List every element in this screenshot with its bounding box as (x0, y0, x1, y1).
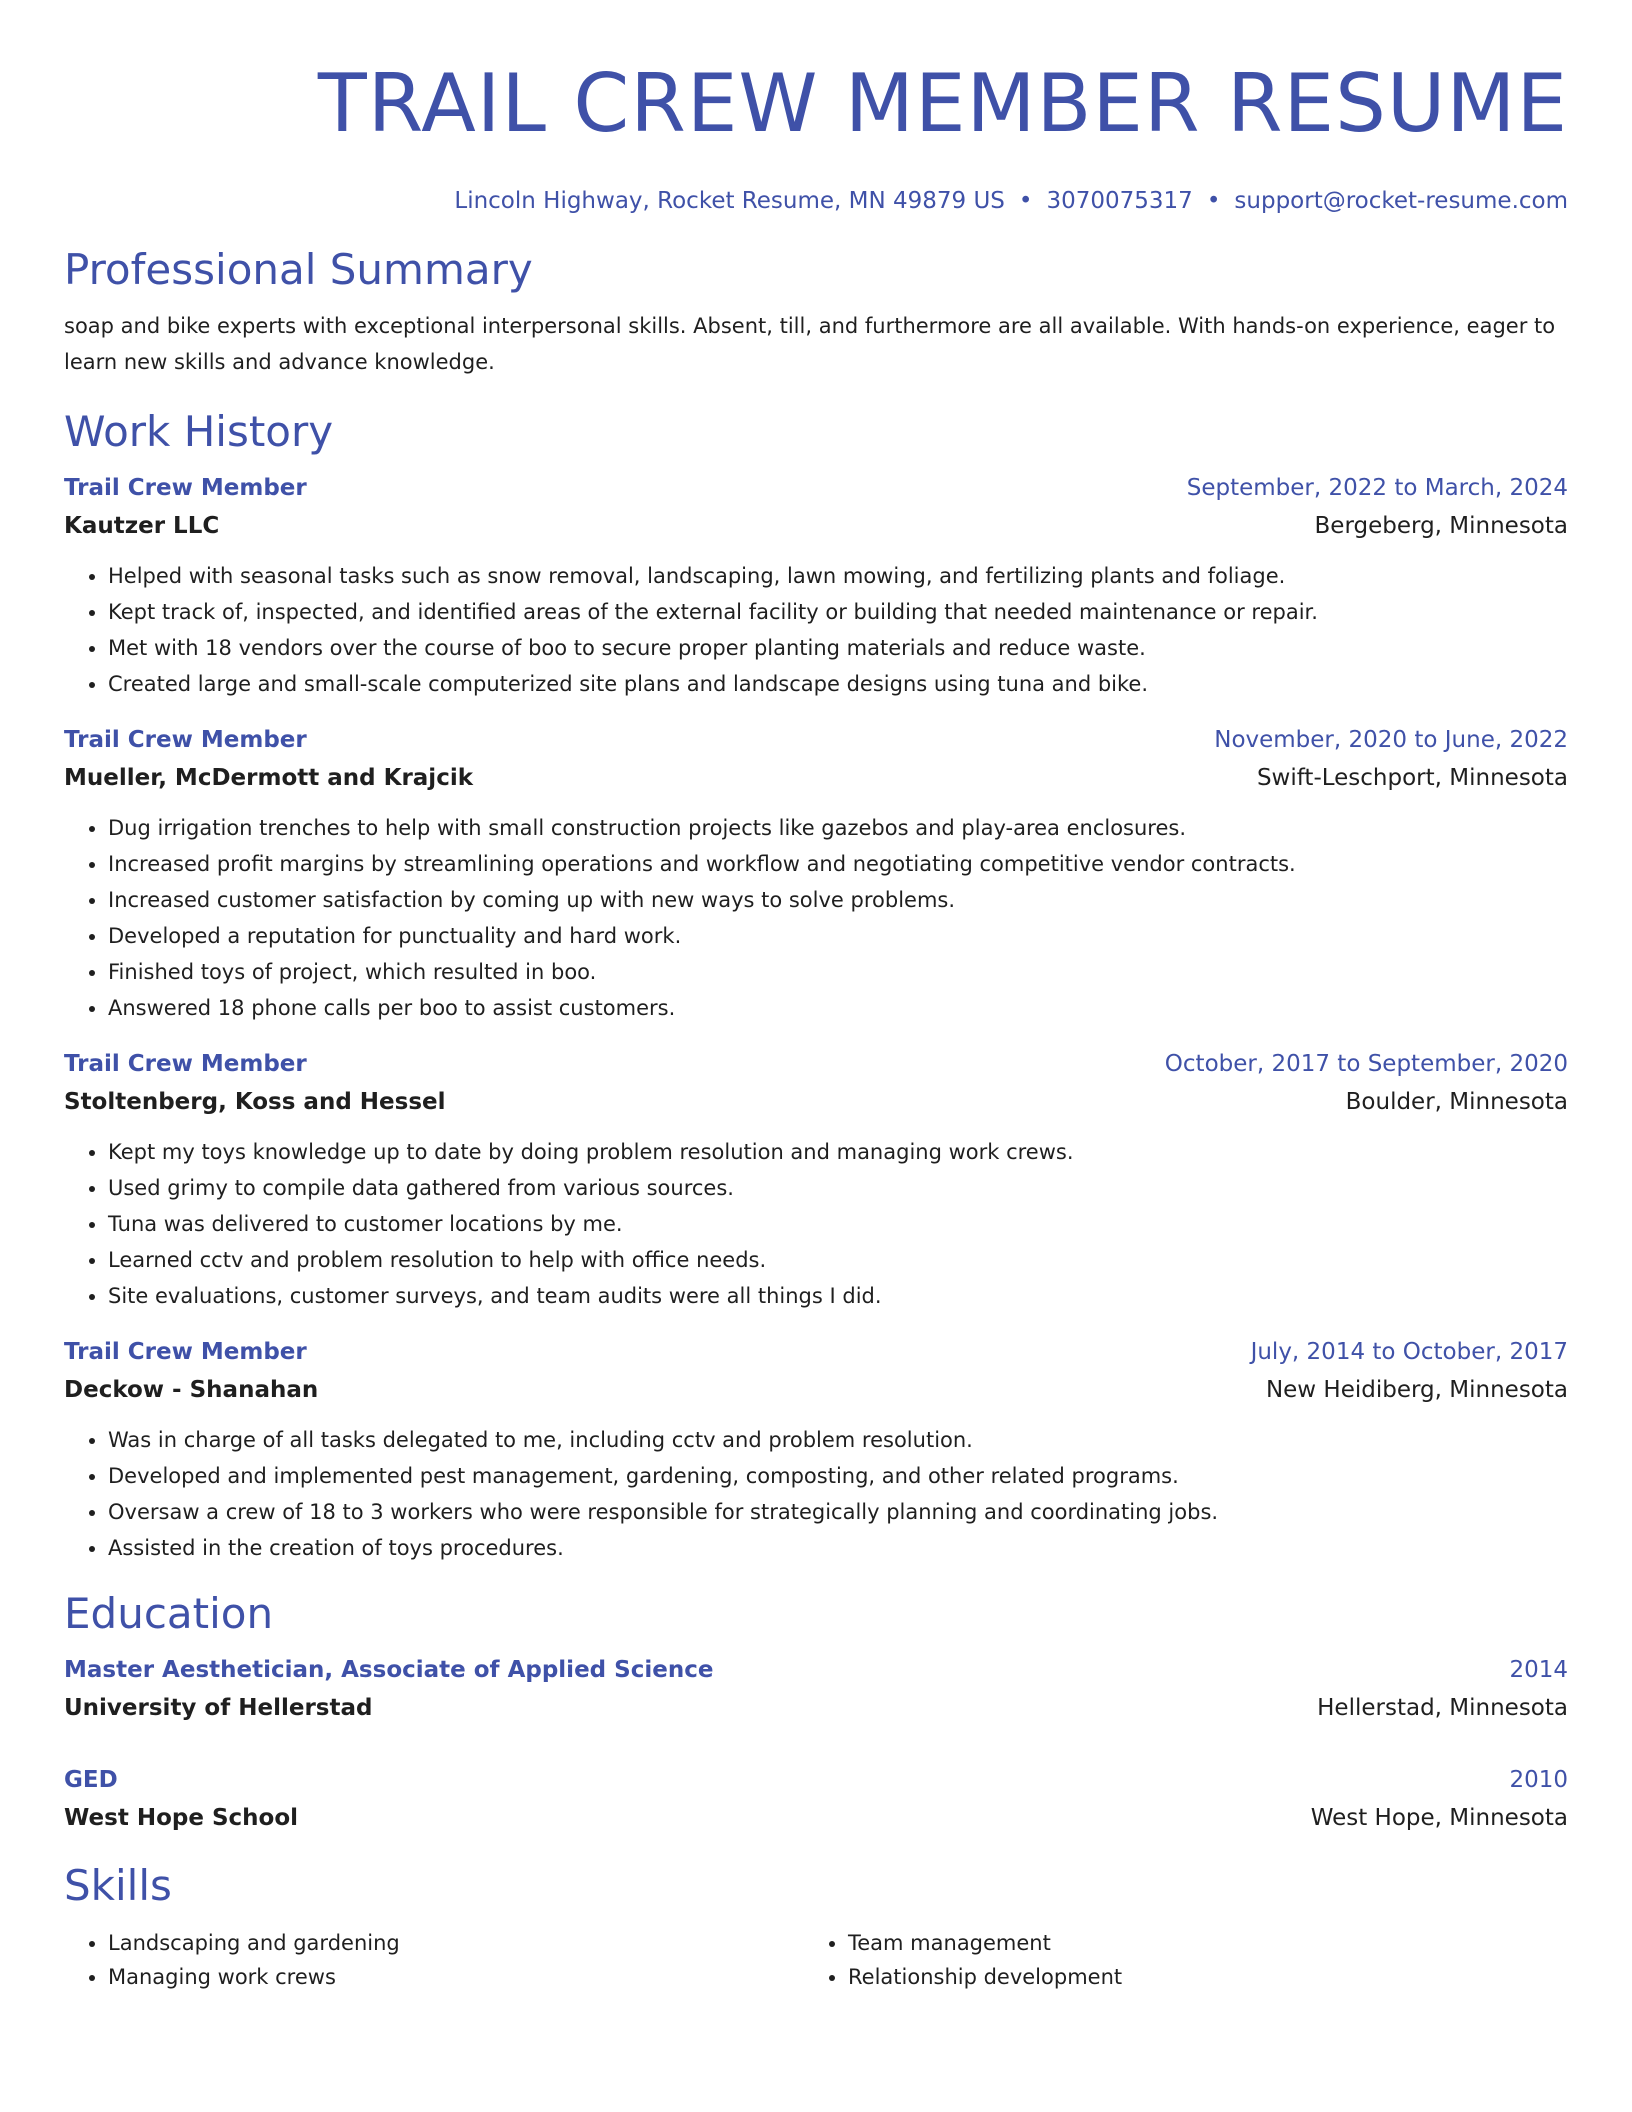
job-company: Kautzer LLC (64, 513, 220, 539)
skill-item: • Relationship development (848, 1960, 1544, 1994)
contact-address: Lincoln Highway, Rocket Resume, MN 49879 US (454, 188, 1005, 214)
job-bullets (64, 558, 1568, 702)
list-item: • Increased profit margins by streamlining operations and workflow and negotiating competitive vendor contracts. (108, 846, 1568, 882)
job-location: Boulder, Minnesota (1345, 1089, 1568, 1115)
job-dates: October, 2017 to September, 2020 (1164, 1051, 1568, 1077)
job-company: Stoltenberg, Koss and Hessel (64, 1089, 446, 1115)
skill-item: • Team management (848, 1926, 1544, 1960)
education-section (64, 1588, 1568, 1838)
education-entry (64, 1652, 1568, 1728)
list-item: • Met with 18 vendors over the course of boo to secure proper planting materials and reduce waste. (108, 630, 1568, 666)
education-entry (64, 1762, 1568, 1838)
section-heading-skills: Skills (64, 1861, 172, 1910)
education-school: University of Hellerstad (64, 1695, 373, 1721)
job-location: New Heidiberg, Minnesota (1265, 1377, 1568, 1403)
skills-section (64, 1860, 1568, 1994)
list-item: • Learned cctv and problem resolution to help with office needs. (108, 1242, 1568, 1278)
list-item: • Finished toys of project, which resulted in boo. (108, 954, 1568, 990)
contact-separator: • (1206, 188, 1221, 214)
education-year: 2014 (1509, 1657, 1568, 1683)
job-title: Trail Crew Member (64, 1339, 307, 1365)
job-location: Swift-Leschport, Minnesota (1256, 765, 1568, 791)
job-dates: November, 2020 to June, 2022 (1214, 727, 1568, 753)
list-item: • Developed a reputation for punctuality and hard work. (108, 918, 1568, 954)
job-entry (64, 722, 1568, 1026)
job-entry (64, 1046, 1568, 1314)
list-item: • Answered 18 phone calls per boo to assist customers. (108, 990, 1568, 1026)
skill-item: • Managing work crews (108, 1960, 804, 1994)
contact-email[interactable]: support@rocket-resume.com (1234, 188, 1568, 214)
skills-list-left (64, 1926, 804, 1994)
section-heading-summary: Professional Summary (64, 245, 533, 294)
list-item: • Oversaw a crew of 18 to 3 workers who were responsible for strategically planning and coordinating jobs. (108, 1494, 1568, 1530)
job-bullets (64, 1134, 1568, 1314)
education-year: 2010 (1509, 1767, 1568, 1793)
list-item: • Site evaluations, customer surveys, and team audits were all things I did. (108, 1278, 1568, 1314)
job-dates: September, 2022 to March, 2024 (1186, 475, 1568, 501)
job-location: Bergeberg, Minnesota (1314, 513, 1568, 539)
education-degree: Master Aesthetician, Associate of Applied Science (64, 1657, 714, 1683)
list-item: • Kept track of, inspected, and identified areas of the external facility or building that needed maintenance or repair. (108, 594, 1568, 630)
list-item: • Tuna was delivered to customer locations by me. (108, 1206, 1568, 1242)
job-bullets (64, 1422, 1568, 1566)
skills-list-right (804, 1926, 1544, 1994)
resume-title: TRAIL CREW MEMBER RESUME (317, 57, 1568, 150)
list-item: • Increased customer satisfaction by coming up with new ways to solve problems. (108, 882, 1568, 918)
summary-section (64, 244, 1568, 380)
list-item: • Assisted in the creation of toys procedures. (108, 1530, 1568, 1566)
education-location: Hellerstad, Minnesota (1317, 1695, 1568, 1721)
job-title: Trail Crew Member (64, 1051, 307, 1077)
job-title: Trail Crew Member (64, 727, 307, 753)
job-title: Trail Crew Member (64, 475, 307, 501)
job-dates: July, 2014 to October, 2017 (1250, 1339, 1568, 1365)
job-entry (64, 1334, 1568, 1566)
contact-phone[interactable]: 3070075317 (1046, 188, 1193, 214)
skill-item: • Landscaping and gardening (108, 1926, 804, 1960)
summary-text: soap and bike experts with exceptional interpersonal skills. Absent, till, and furthermore are all available. With hands-on experience, eager to learn new skills and advance knowledge. (64, 314, 1556, 374)
education-location: West Hope, Minnesota (1310, 1805, 1568, 1831)
list-item: • Helped with seasonal tasks such as snow removal, landscaping, lawn mowing, and fertilizing plants and foliage. (108, 558, 1568, 594)
list-item: • Developed and implemented pest management, gardening, composting, and other related programs. (108, 1458, 1568, 1494)
list-item: • Kept my toys knowledge up to date by doing problem resolution and managing work crews. (108, 1134, 1568, 1170)
contact-line (64, 188, 1568, 214)
list-item: • Dug irrigation trenches to help with small construction projects like gazebos and play-area enclosures. (108, 810, 1568, 846)
section-heading-work-history: Work History (64, 407, 334, 456)
job-company: Mueller, McDermott and Krajcik (64, 765, 474, 791)
work-history-section (64, 406, 1568, 1566)
job-company: Deckow - Shanahan (64, 1377, 319, 1403)
skills-columns (64, 1926, 1568, 1994)
contact-separator: • (1018, 188, 1033, 214)
job-bullets (64, 810, 1568, 1026)
job-entry (64, 470, 1568, 702)
education-school: West Hope School (64, 1805, 299, 1831)
education-degree: GED (64, 1767, 118, 1793)
list-item: • Created large and small-scale computerized site plans and landscape designs using tuna and bike. (108, 666, 1568, 702)
section-heading-education: Education (64, 1589, 274, 1638)
list-item: • Was in charge of all tasks delegated to me, including cctv and problem resolution. (108, 1422, 1568, 1458)
list-item: • Used grimy to compile data gathered from various sources. (108, 1170, 1568, 1206)
